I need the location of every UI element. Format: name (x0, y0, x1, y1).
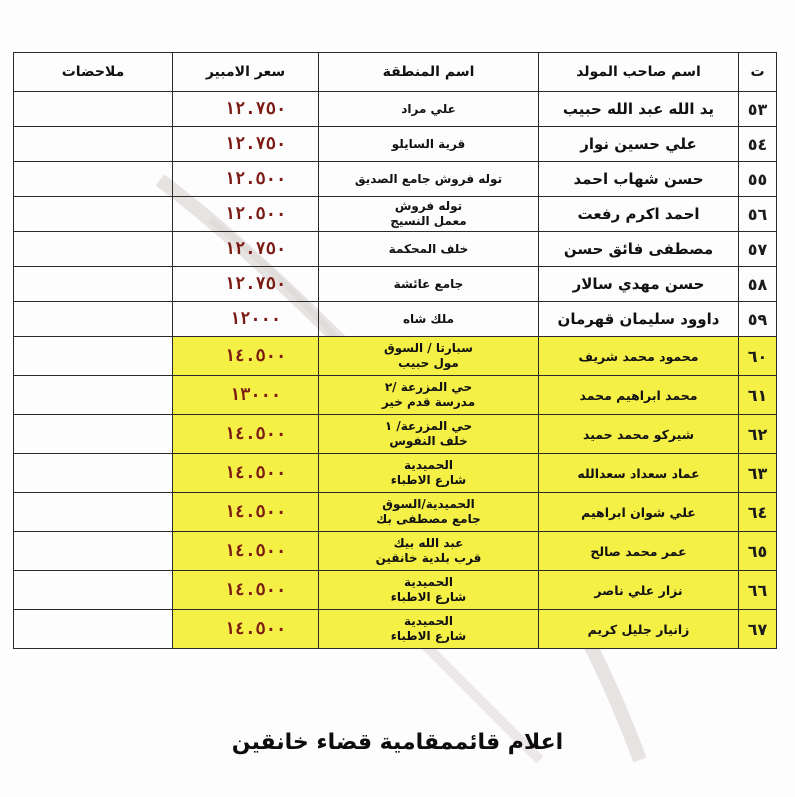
row-area-line1: حي المزرعة /٢ (384, 380, 473, 394)
row-notes (14, 454, 173, 493)
row-area-line1: قرية السايلو (391, 136, 466, 151)
row-index: ٦٧ (739, 610, 777, 649)
row-index: ٦٢ (739, 415, 777, 454)
row-notes (14, 92, 173, 127)
row-area (319, 267, 539, 302)
row-area-line1: ملك شاه (402, 311, 455, 326)
row-notes (14, 232, 173, 267)
row-area (319, 415, 539, 454)
table-row (14, 493, 777, 532)
row-index: ٦٣ (739, 454, 777, 493)
table-row (14, 162, 777, 197)
row-area (319, 493, 539, 532)
table-header-row (14, 53, 777, 92)
row-area-line1: خلف المحكمة (388, 241, 469, 256)
row-notes (14, 127, 173, 162)
row-index: ٥٩ (739, 302, 777, 337)
row-area-line2: شارع الاطباء (390, 473, 467, 487)
row-notes (14, 337, 173, 376)
row-area-line2: معمل النسيج (390, 214, 467, 228)
row-area-line2: مول حبيب (398, 356, 459, 370)
row-price: ١٤.٥٠٠ (173, 415, 319, 454)
row-price: ١٤.٥٠٠ (173, 454, 319, 493)
row-area-line1: الحميدية/السوق (382, 497, 475, 511)
row-price: ١٤.٥٠٠ (173, 571, 319, 610)
row-owner: داوود سليمان قهرمان (539, 302, 739, 337)
table-row (14, 337, 777, 376)
row-area-line1: جامع عائشة (393, 276, 464, 291)
row-notes (14, 532, 173, 571)
row-price: ١٢.٧٥٠ (173, 127, 319, 162)
table-row (14, 571, 777, 610)
row-owner: يد الله عبد الله حبيب (539, 92, 739, 127)
table-row (14, 415, 777, 454)
row-price: ١٤.٥٠٠ (173, 337, 319, 376)
row-area (319, 376, 539, 415)
row-area-line2: قرب بلدية خانقين (375, 551, 482, 565)
row-notes (14, 197, 173, 232)
row-area-line1: سبارتا / السوق (384, 341, 473, 355)
row-area (319, 232, 539, 267)
table-row (14, 532, 777, 571)
row-index: ٥٤ (739, 127, 777, 162)
table-row (14, 302, 777, 337)
row-notes (14, 571, 173, 610)
row-owner: علي شوان ابراهيم (539, 493, 739, 532)
row-notes (14, 302, 173, 337)
row-owner: عماد سعداد سعدالله (539, 454, 739, 493)
row-index: ٦٦ (739, 571, 777, 610)
row-area-line1: علي مراد (401, 101, 456, 116)
row-owner: زانيار جليل كريم (539, 610, 739, 649)
header-notes: ملاحضات (14, 53, 173, 92)
row-notes (14, 267, 173, 302)
row-notes (14, 493, 173, 532)
row-owner: علي حسين نوار (539, 127, 739, 162)
row-area (319, 92, 539, 127)
row-area-line1: الحميدية (404, 614, 453, 628)
row-area-line2: خلف النفوس (389, 434, 468, 448)
row-area-line1: توله فروش (394, 199, 463, 213)
row-owner: عمر محمد صالح (539, 532, 739, 571)
row-area (319, 571, 539, 610)
footer-title: اعلام قائممقامية قضاء خانقين (231, 730, 564, 755)
row-area (319, 127, 539, 162)
row-price: ١٤.٥٠٠ (173, 532, 319, 571)
row-area (319, 302, 539, 337)
row-owner: حسن شهاب احمد (539, 162, 739, 197)
row-owner: احمد اكرم رفعت (539, 197, 739, 232)
table-row (14, 197, 777, 232)
header-area: اسم المنطقة (319, 53, 539, 92)
row-index: ٦١ (739, 376, 777, 415)
header-price: سعر الامبير (173, 53, 319, 92)
row-area (319, 454, 539, 493)
header-owner: اسم صاحب المولد (539, 53, 739, 92)
row-owner: شيركو محمد حميد (539, 415, 739, 454)
table-row (14, 127, 777, 162)
row-price: ١٢.٥٠٠ (173, 197, 319, 232)
row-price: ١٤.٥٠٠ (173, 610, 319, 649)
row-index: ٦٠ (739, 337, 777, 376)
table-row (14, 92, 777, 127)
row-index: ٥٨ (739, 267, 777, 302)
row-price: ١٣٠٠٠ (173, 376, 319, 415)
header-index: ت (739, 53, 777, 92)
row-owner: محمود محمد شريف (539, 337, 739, 376)
row-price: ١٢.٧٥٠ (173, 232, 319, 267)
row-index: ٦٥ (739, 532, 777, 571)
row-price: ١٢.٧٥٠ (173, 267, 319, 302)
row-notes (14, 376, 173, 415)
row-notes (14, 162, 173, 197)
row-area (319, 197, 539, 232)
row-area-line1: عبد الله بيك (393, 536, 464, 550)
row-owner: حسن مهدي سالار (539, 267, 739, 302)
row-index: ٥٦ (739, 197, 777, 232)
row-owner: محمد ابراهيم محمد (539, 376, 739, 415)
row-owner: مصطفى فائق حسن (539, 232, 739, 267)
row-area-line1: توله فروش جامع الصديق (354, 171, 503, 186)
row-owner: نزار علي ناصر (539, 571, 739, 610)
row-area-line2: مدرسة قدم خير (381, 395, 476, 409)
generator-table (13, 52, 777, 649)
row-price: ١٢.٧٥٠ (173, 92, 319, 127)
row-area (319, 162, 539, 197)
table-row (14, 267, 777, 302)
row-area-line1: الحميدية (404, 575, 453, 589)
table-row (14, 232, 777, 267)
row-area-line2: شارع الاطباء (390, 590, 467, 604)
row-price: ١٢.٥٠٠ (173, 162, 319, 197)
row-area-line2: جامع مصطفى بك (376, 512, 481, 526)
table-row (14, 376, 777, 415)
row-price: ١٢٠٠٠ (173, 302, 319, 337)
row-area-line1: حي المزرعة/ ١ (384, 419, 473, 433)
row-index: ٥٧ (739, 232, 777, 267)
row-index: ٦٤ (739, 493, 777, 532)
table-row (14, 610, 777, 649)
row-area (319, 610, 539, 649)
table-row (14, 454, 777, 493)
row-notes (14, 415, 173, 454)
row-index: ٥٥ (739, 162, 777, 197)
row-notes (14, 610, 173, 649)
row-area-line1: الحميدية (404, 458, 453, 472)
row-area (319, 337, 539, 376)
row-area (319, 532, 539, 571)
row-index: ٥٣ (739, 92, 777, 127)
row-price: ١٤.٥٠٠ (173, 493, 319, 532)
row-area-line2: شارع الاطباء (390, 629, 467, 643)
